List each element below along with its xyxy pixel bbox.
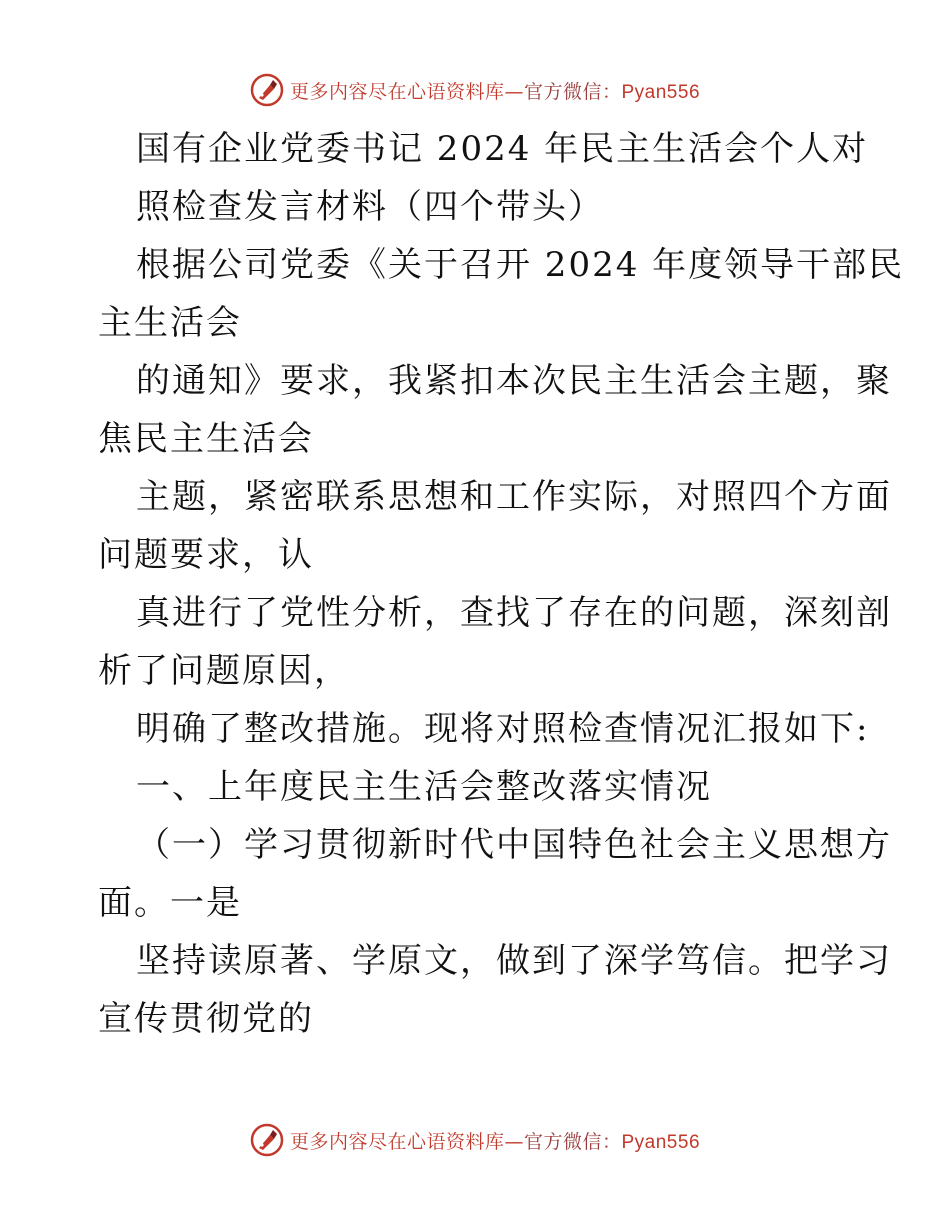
watermark-label: 官方微信： [523, 80, 622, 103]
watermark-text [290, 1127, 700, 1154]
doc-line: 宣传贯彻党的 [98, 999, 314, 1039]
doc-line: 问题要求，认 [98, 535, 314, 575]
doc-line: 根据公司党委《关于召开 2024 年度领导干部民 [136, 245, 905, 285]
doc-line: 析了问题原因， [98, 651, 350, 691]
doc-line: 真进行了党性分析，查找了存在的问题，深刻剖 [136, 593, 892, 633]
watermark-label: 官方微信： [523, 1130, 622, 1153]
pen-nib-logo-icon [250, 1123, 284, 1157]
doc-line: 面。一是 [98, 883, 242, 923]
pen-nib-logo-icon [250, 73, 284, 107]
watermark-site-text: 更多内容尽在心语资料库 [289, 1130, 505, 1153]
watermark-header [0, 70, 950, 110]
doc-line: 照检查发言材料（四个带头） [136, 187, 604, 227]
watermark-site-text: 更多内容尽在心语资料库 [289, 80, 505, 103]
doc-line: 主题，紧密联系思想和工作实际，对照四个方面 [136, 477, 892, 517]
watermark-text [290, 77, 700, 104]
doc-line: 主生活会 [98, 303, 242, 343]
watermark-dash: — [504, 80, 524, 103]
subsection-heading: （一）学习贯彻新时代中国特色社会主义思想方 [136, 825, 892, 865]
watermark-footer [0, 1120, 950, 1160]
watermark-wechat-id: Pyan556 [621, 1131, 701, 1153]
doc-line: 坚持读原著、学原文，做到了深学笃信。把学习 [136, 941, 892, 981]
doc-line: 的通知》要求，我紧扣本次民主生活会主题，聚 [136, 361, 892, 401]
doc-line: 明确了整改措施。现将对照检查情况汇报如下: [136, 709, 870, 749]
doc-line: 焦民主生活会 [98, 419, 314, 459]
watermark-dash: — [504, 1130, 524, 1153]
document-body [98, 120, 905, 1048]
doc-line: 国有企业党委书记 2024 年民主生活会个人对 [136, 129, 869, 169]
section-heading: 一、上年度民主生活会整改落实情况 [136, 767, 712, 807]
watermark-wechat-id: Pyan556 [621, 81, 701, 103]
